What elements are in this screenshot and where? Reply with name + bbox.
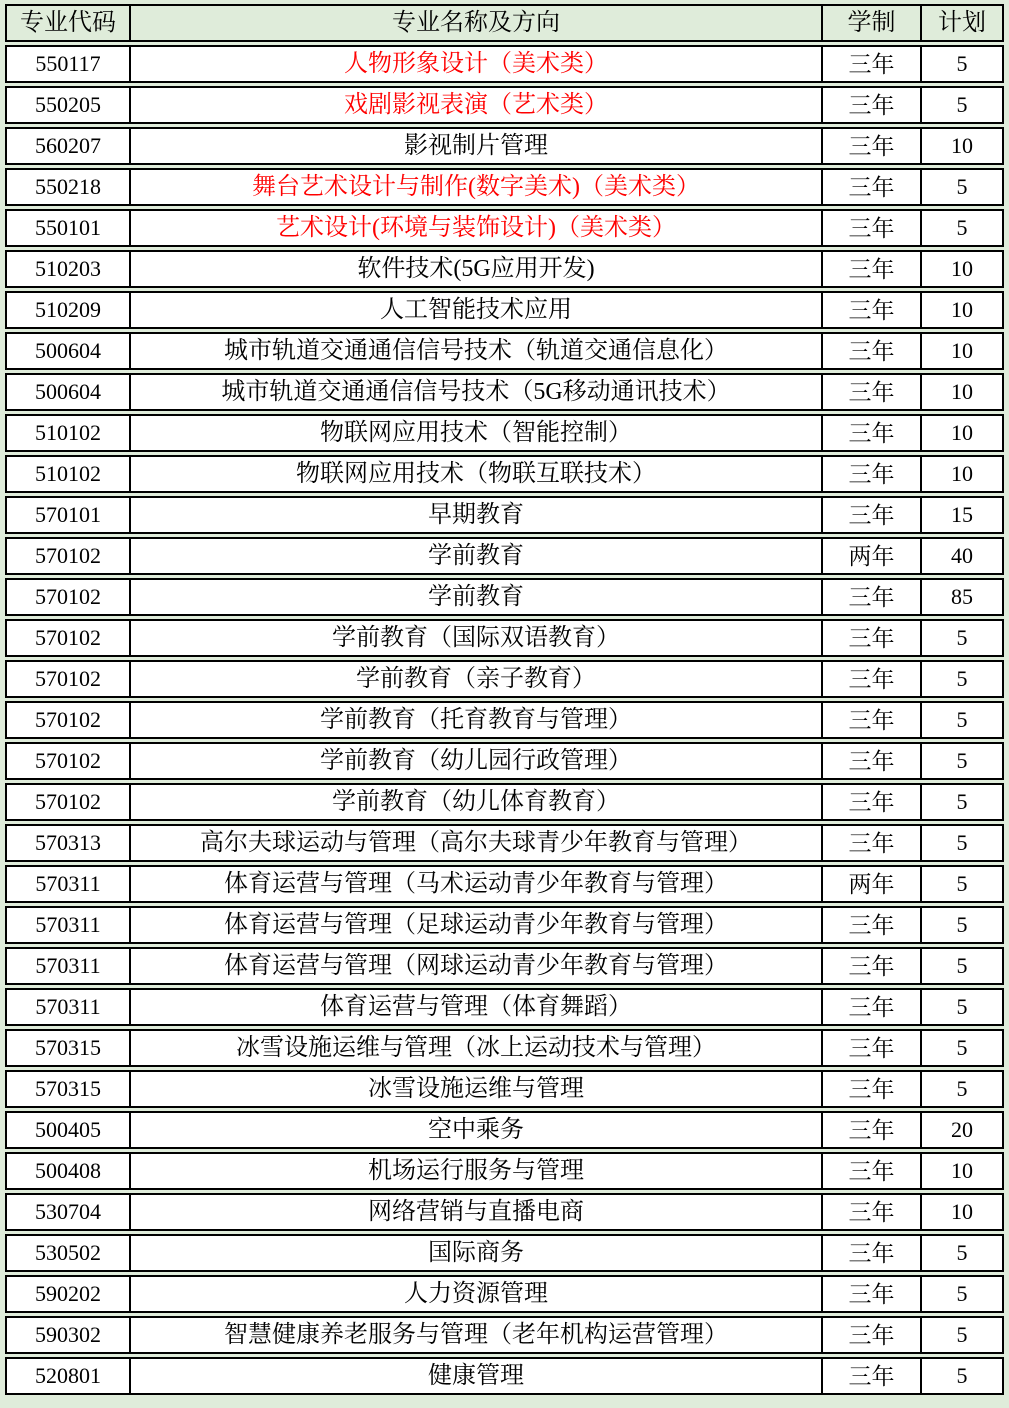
cell-major-name: 学前教育（国际双语教育） xyxy=(131,621,823,655)
cell-plan-count: 5 xyxy=(956,51,968,76)
cell-plan-count: 10 xyxy=(951,1158,973,1183)
cell-major-name: 早期教育 xyxy=(131,498,823,532)
cell-major-code: 550117 xyxy=(7,47,131,81)
cell-major-name: 体育运营与管理（网球运动青少年教育与管理） xyxy=(131,949,823,983)
cell-duration: 三年 xyxy=(823,826,922,860)
table-row xyxy=(5,1193,1004,1231)
table-row xyxy=(5,824,1004,862)
cell-plan-count: 85 xyxy=(951,584,973,609)
table-row xyxy=(5,332,1004,370)
cell-plan-count: 5 xyxy=(956,625,968,650)
cell-duration: 三年 xyxy=(823,1236,922,1270)
table-row xyxy=(5,86,1004,124)
table-row xyxy=(5,127,1004,165)
cell-duration: 三年 xyxy=(823,1154,922,1188)
cell-duration: 三年 xyxy=(823,580,922,614)
table-row xyxy=(5,1316,1004,1354)
cell-major-code: 590302 xyxy=(7,1318,131,1352)
cell-plan-count: 5 xyxy=(956,666,968,691)
cell-major-name: 体育运营与管理（马术运动青少年教育与管理） xyxy=(131,867,823,901)
cell-plan-count: 5 xyxy=(956,174,968,199)
cell-duration: 三年 xyxy=(823,744,922,778)
cell-plan-count: 40 xyxy=(951,543,973,568)
cell-major-code: 520801 xyxy=(7,1359,131,1393)
cell-major-code: 570102 xyxy=(7,621,131,655)
cell-plan-count: 5 xyxy=(956,1035,968,1060)
cell-duration: 三年 xyxy=(823,375,922,409)
cell-duration: 三年 xyxy=(823,662,922,696)
cell-duration: 三年 xyxy=(823,1031,922,1065)
cell-major-name: 物联网应用技术（物联互联技术） xyxy=(131,457,823,491)
cell-major-code: 500604 xyxy=(7,375,131,409)
cell-major-code: 570102 xyxy=(7,662,131,696)
cell-plan-count: 5 xyxy=(956,871,968,896)
cell-plan-count: 10 xyxy=(951,297,973,322)
cell-plan-count: 5 xyxy=(956,92,968,117)
table-row xyxy=(5,742,1004,780)
cell-plan-count: 15 xyxy=(951,502,973,527)
table-row xyxy=(5,701,1004,739)
cell-plan-count: 5 xyxy=(956,707,968,732)
cell-duration: 三年 xyxy=(823,1113,922,1147)
cell-major-name: 高尔夫球运动与管理（高尔夫球青少年教育与管理） xyxy=(131,826,823,860)
cell-major-name: 网络营销与直播电商 xyxy=(131,1195,823,1229)
cell-major-code: 530502 xyxy=(7,1236,131,1270)
cell-major-name: 体育运营与管理（足球运动青少年教育与管理） xyxy=(131,908,823,942)
table-row xyxy=(5,947,1004,985)
cell-plan-count: 10 xyxy=(951,461,973,486)
cell-major-name: 人力资源管理 xyxy=(131,1277,823,1311)
cell-duration: 三年 xyxy=(823,1359,922,1393)
cell-major-code: 550218 xyxy=(7,170,131,204)
table-row xyxy=(5,537,1004,575)
cell-major-name: 人物形象设计（美术类） xyxy=(131,47,823,81)
cell-plan-count: 20 xyxy=(951,1117,973,1142)
table-row xyxy=(5,619,1004,657)
cell-duration: 三年 xyxy=(823,990,922,1024)
cell-major-code: 570311 xyxy=(7,867,131,901)
table-row xyxy=(5,865,1004,903)
cell-major-code: 570311 xyxy=(7,908,131,942)
cell-major-name: 学前教育（幼儿体育教育） xyxy=(131,785,823,819)
cell-major-name: 冰雪设施运维与管理 xyxy=(131,1072,823,1106)
cell-major-name: 艺术设计(环境与装饰设计)（美术类） xyxy=(131,211,823,245)
header-cell-name: 专业名称及方向 xyxy=(131,6,823,40)
cell-major-code: 500405 xyxy=(7,1113,131,1147)
cell-major-code: 570313 xyxy=(7,826,131,860)
cell-major-code: 550205 xyxy=(7,88,131,122)
table-row xyxy=(5,45,1004,83)
cell-duration: 三年 xyxy=(823,908,922,942)
cell-major-code: 500408 xyxy=(7,1154,131,1188)
cell-plan-count: 10 xyxy=(951,420,973,445)
cell-duration: 三年 xyxy=(823,703,922,737)
cell-duration: 三年 xyxy=(823,170,922,204)
cell-major-name: 人工智能技术应用 xyxy=(131,293,823,327)
cell-duration: 三年 xyxy=(823,252,922,286)
table-row xyxy=(5,1275,1004,1313)
cell-major-code: 530704 xyxy=(7,1195,131,1229)
cell-major-code: 560207 xyxy=(7,129,131,163)
cell-plan-count: 10 xyxy=(951,256,973,281)
cell-duration: 三年 xyxy=(823,1318,922,1352)
cell-major-code: 570102 xyxy=(7,580,131,614)
cell-major-name: 学前教育（托育教育与管理） xyxy=(131,703,823,737)
cell-major-name: 学前教育（幼儿园行政管理） xyxy=(131,744,823,778)
cell-major-code: 570101 xyxy=(7,498,131,532)
cell-plan-count: 10 xyxy=(951,133,973,158)
cell-duration: 三年 xyxy=(823,211,922,245)
cell-major-code: 510102 xyxy=(7,416,131,450)
header-cell-plan: 计划 xyxy=(938,10,986,36)
cell-plan-count: 5 xyxy=(956,953,968,978)
cell-duration: 三年 xyxy=(823,498,922,532)
cell-duration: 三年 xyxy=(823,1277,922,1311)
table-row xyxy=(5,168,1004,206)
table-row xyxy=(5,906,1004,944)
table-row xyxy=(5,209,1004,247)
cell-major-name: 学前教育 xyxy=(131,539,823,573)
cell-major-code: 590202 xyxy=(7,1277,131,1311)
cell-major-name: 学前教育（亲子教育） xyxy=(131,662,823,696)
cell-duration: 三年 xyxy=(823,293,922,327)
cell-major-name: 冰雪设施运维与管理（冰上运动技术与管理） xyxy=(131,1031,823,1065)
header-cell-code: 专业代码 xyxy=(7,6,131,40)
table-row xyxy=(5,291,1004,329)
table-header-row xyxy=(5,4,1004,42)
cell-plan-count: 5 xyxy=(956,748,968,773)
cell-duration: 三年 xyxy=(823,1195,922,1229)
cell-major-code: 570311 xyxy=(7,990,131,1024)
table-row xyxy=(5,1357,1004,1395)
cell-major-name: 学前教育 xyxy=(131,580,823,614)
table-row xyxy=(5,1070,1004,1108)
cell-major-name: 软件技术(5G应用开发) xyxy=(131,252,823,286)
cell-duration: 三年 xyxy=(823,1072,922,1106)
cell-plan-count: 5 xyxy=(956,1076,968,1101)
cell-plan-count: 5 xyxy=(956,215,968,240)
cell-duration: 三年 xyxy=(823,416,922,450)
cell-plan-count: 5 xyxy=(956,789,968,814)
cell-major-code: 570315 xyxy=(7,1072,131,1106)
cell-major-name: 城市轨道交通通信信号技术（5G移动通讯技术） xyxy=(131,375,823,409)
table-row xyxy=(5,455,1004,493)
header-cell-duration: 学制 xyxy=(823,6,922,40)
cell-duration: 三年 xyxy=(823,949,922,983)
table-body xyxy=(5,45,1004,1395)
cell-major-code: 550101 xyxy=(7,211,131,245)
table-row xyxy=(5,414,1004,452)
cell-major-name: 空中乘务 xyxy=(131,1113,823,1147)
cell-plan-count: 10 xyxy=(951,1199,973,1224)
table-row xyxy=(5,783,1004,821)
cell-plan-count: 5 xyxy=(956,1240,968,1265)
cell-plan-count: 5 xyxy=(956,1281,968,1306)
table-row xyxy=(5,1029,1004,1067)
table-row xyxy=(5,578,1004,616)
cell-major-name: 智慧健康养老服务与管理（老年机构运营管理） xyxy=(131,1318,823,1352)
cell-duration: 两年 xyxy=(823,539,922,573)
cell-plan-count: 5 xyxy=(956,1363,968,1388)
cell-duration: 三年 xyxy=(823,334,922,368)
cell-duration: 三年 xyxy=(823,621,922,655)
cell-major-code: 570315 xyxy=(7,1031,131,1065)
cell-plan-count: 10 xyxy=(951,338,973,363)
table-row xyxy=(5,1111,1004,1149)
cell-plan-count: 5 xyxy=(956,994,968,1019)
cell-major-code: 570102 xyxy=(7,539,131,573)
cell-major-code: 570311 xyxy=(7,949,131,983)
cell-plan-count: 5 xyxy=(956,912,968,937)
cell-duration: 三年 xyxy=(823,88,922,122)
cell-major-name: 影视制片管理 xyxy=(131,129,823,163)
cell-major-code: 500604 xyxy=(7,334,131,368)
cell-major-name: 物联网应用技术（智能控制） xyxy=(131,416,823,450)
cell-major-name: 机场运行服务与管理 xyxy=(131,1154,823,1188)
table-row xyxy=(5,660,1004,698)
cell-major-code: 510102 xyxy=(7,457,131,491)
cell-major-code: 570102 xyxy=(7,703,131,737)
cell-major-name: 戏剧影视表演（艺术类） xyxy=(131,88,823,122)
table-row xyxy=(5,250,1004,288)
cell-major-name: 国际商务 xyxy=(131,1236,823,1270)
cell-plan-count: 5 xyxy=(956,830,968,855)
cell-duration: 两年 xyxy=(823,867,922,901)
table-row xyxy=(5,1234,1004,1272)
table-row xyxy=(5,373,1004,411)
cell-duration: 三年 xyxy=(823,785,922,819)
cell-duration: 三年 xyxy=(823,129,922,163)
cell-plan-count: 5 xyxy=(956,1322,968,1347)
cell-major-code: 510209 xyxy=(7,293,131,327)
cell-major-code: 510203 xyxy=(7,252,131,286)
cell-major-name: 健康管理 xyxy=(131,1359,823,1393)
cell-major-code: 570102 xyxy=(7,744,131,778)
cell-major-code: 570102 xyxy=(7,785,131,819)
cell-plan-count: 10 xyxy=(951,379,973,404)
cell-major-name: 舞台艺术设计与制作(数字美术)（美术类） xyxy=(131,170,823,204)
table-row xyxy=(5,1152,1004,1190)
table-row xyxy=(5,988,1004,1026)
cell-duration: 三年 xyxy=(823,457,922,491)
cell-duration: 三年 xyxy=(823,47,922,81)
cell-major-name: 体育运营与管理（体育舞蹈） xyxy=(131,990,823,1024)
cell-major-name: 城市轨道交通通信信号技术（轨道交通信息化） xyxy=(131,334,823,368)
table-row xyxy=(5,496,1004,534)
